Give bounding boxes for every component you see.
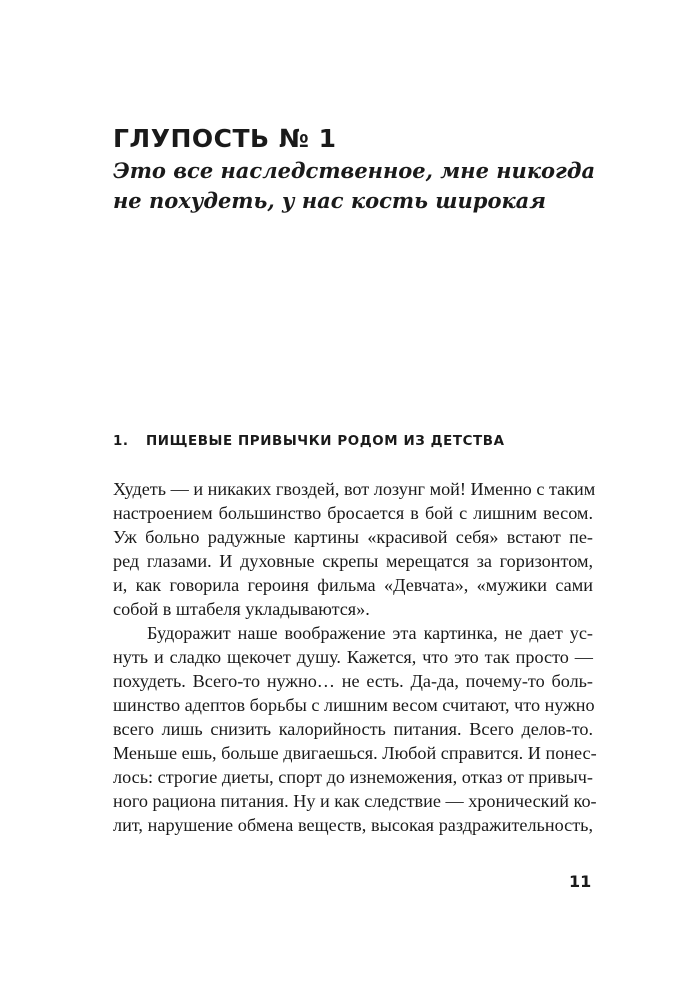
- text-line: всего лишь снизить калорийность питания. Всего делов-то.: [113, 719, 593, 739]
- page-number: 11: [569, 872, 592, 891]
- text-line: собой в штабеля укладываются».: [113, 599, 370, 619]
- text-line: нуть и сладко щекочет душу. Кажется, что это так просто —: [113, 647, 593, 667]
- text-line: и, как говорила героиня фильма «Девчата», «мужики сами: [113, 575, 593, 595]
- text-line: шинство адептов борьбы с лишним весом считают, что нужно: [113, 695, 595, 715]
- text-line: похудеть. Всего-то нужно… не есть. Да-да, почему-то боль-: [113, 671, 593, 691]
- section-heading: [113, 432, 505, 452]
- section-heading-text: ПИЩЕВЫЕ ПРИВЫЧКИ РОДОМ ИЗ ДЕТСТВА: [146, 434, 505, 449]
- chapter-title: ГЛУПОСТЬ № 1: [113, 124, 337, 153]
- text-line: ного рациона питания. Ну и как следствие — хронический ко-: [113, 791, 597, 811]
- text-line: Худеть — и никаких гвоздей, вот лозунг мой! Именно с таким: [113, 479, 596, 499]
- text-line: Меньше ешь, больше двигаешься. Любой справится. И понес-: [113, 743, 597, 763]
- paragraph: [113, 621, 597, 837]
- text-line: Будоражит наше воображение эта картинка, не дает ус-: [147, 623, 593, 643]
- text-line: настроением большинство бросается в бой с лишним весом.: [113, 503, 593, 523]
- chapter-subtitle-line: Это все наследственное, мне никогда: [113, 158, 596, 183]
- paragraph: [113, 477, 596, 621]
- text-line: ред глазами. И духовные скрепы мерещатся за горизонтом,: [113, 551, 593, 571]
- text-line: Уж больно радужные картины «красивой себя» встают пе-: [113, 527, 593, 547]
- chapter-subtitle: [113, 156, 596, 216]
- text-line: лит, нарушение обмена веществ, высокая раздражительность,: [113, 815, 593, 835]
- body-text: [113, 477, 597, 837]
- text-line: лось: строгие диеты, спорт до изнеможения, отказ от привыч-: [113, 767, 593, 787]
- chapter-subtitle-line: не похудеть, у нас кость широкая: [113, 188, 546, 213]
- section-number: 1.: [113, 434, 129, 449]
